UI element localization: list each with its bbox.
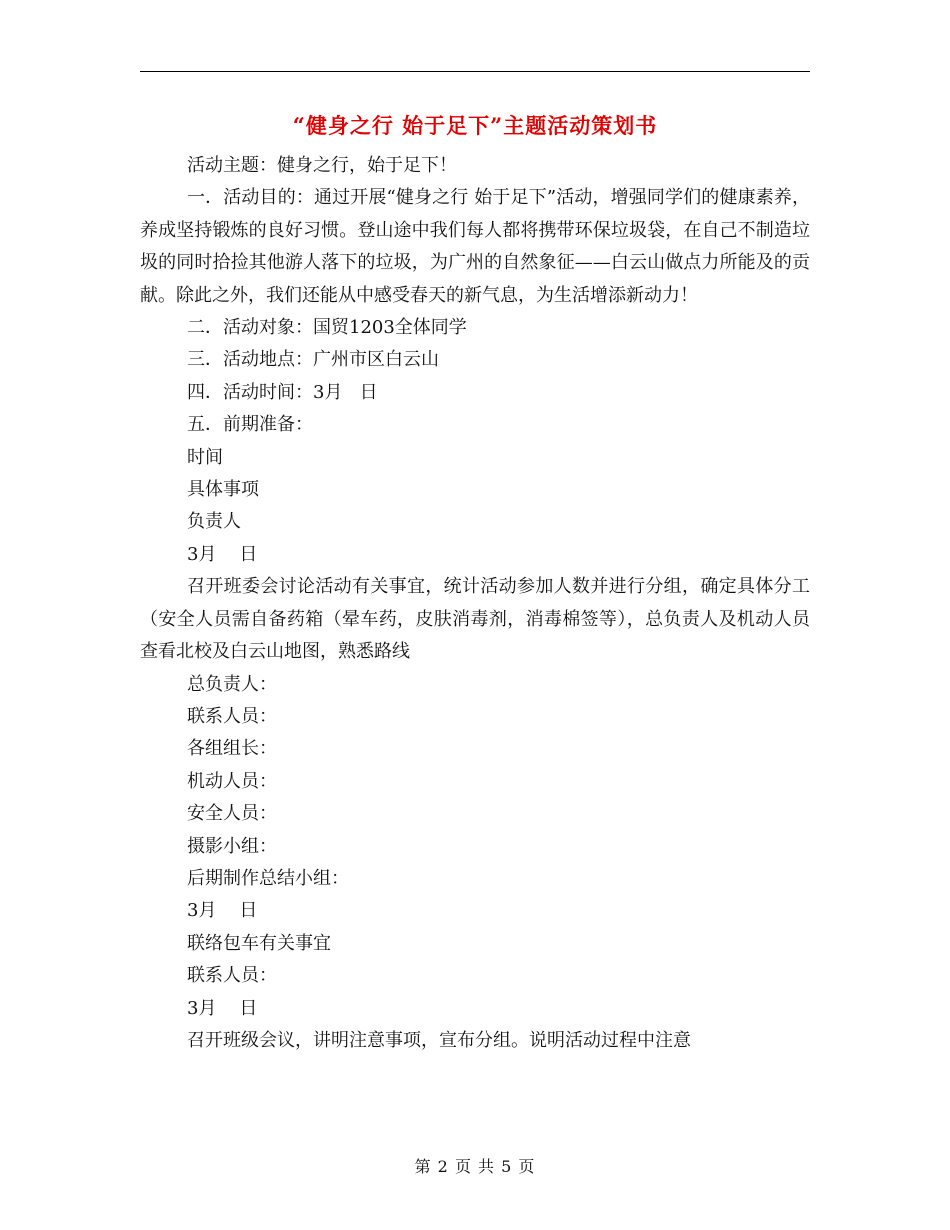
schedule-date: 3月 日 bbox=[187, 900, 258, 922]
schedule-date: 3月 日 bbox=[187, 997, 258, 1019]
role-photography: 摄影小组： bbox=[187, 835, 277, 857]
document-title: “健身之行 始于足下”主题活动策划书 bbox=[292, 113, 658, 138]
role-post-production: 后期制作总结小组： bbox=[187, 867, 349, 889]
role-contact: 联系人员： bbox=[187, 705, 277, 727]
role-safety: 安全人员： bbox=[187, 803, 277, 825]
schedule-item: 召开班级会议，讲明注意事项，宣布分组。说明活动过程中注意 bbox=[187, 1029, 691, 1051]
paragraph-location: 三．活动地点：广州市区白云山 bbox=[187, 349, 439, 371]
role-mobile: 机动人员： bbox=[187, 770, 277, 792]
paragraph-time: 四．活动时间：3月 日 bbox=[187, 381, 378, 403]
role-group-leaders: 各组组长： bbox=[187, 738, 277, 760]
page-number: 第 2 页 共 5 页 bbox=[414, 1157, 536, 1176]
table-header-owner: 负责人 bbox=[187, 511, 241, 533]
table-header-time: 时间 bbox=[187, 446, 223, 468]
paragraph-purpose: 一．活动目的：通过开展“健身之行 始于足下”活动，增强同学们的健康素养，养成坚持锻炼的良好习惯。登山途中我们每人都将携带环保垃圾袋，在自己不制造垃圾的同时拾捡其他游人落下的垃圾，为广州的自然象征——白云山做点力所能及的贡献。除此之外，我们还能从中感受春天的新气息，为生活增添新动力！ bbox=[140, 187, 810, 306]
schedule-item: 联络包车有关事宜 bbox=[187, 932, 331, 954]
document-body bbox=[140, 150, 810, 1057]
role-contact: 联系人员： bbox=[187, 965, 277, 987]
paragraph-theme: 活动主题：健身之行，始于足下！ bbox=[187, 155, 457, 176]
header-rule bbox=[140, 71, 810, 72]
role-general-lead: 总负责人： bbox=[187, 673, 277, 695]
paragraph-preparation: 五．前期准备： bbox=[187, 414, 313, 436]
paragraph-target: 二．活动对象：国贸1203全体同学 bbox=[187, 317, 467, 339]
schedule-item: 召开班委会讨论活动有关事宜，统计活动参加人数并进行分组，确定具体分工（安全人员需自备药箱（晕车药，皮肤消毒剂，消毒棉签等），总负责人及机动人员查看北校及白云山地图，熟悉路线 bbox=[140, 576, 810, 663]
schedule-date: 3月 日 bbox=[187, 543, 258, 565]
table-header-items: 具体事项 bbox=[187, 479, 259, 501]
